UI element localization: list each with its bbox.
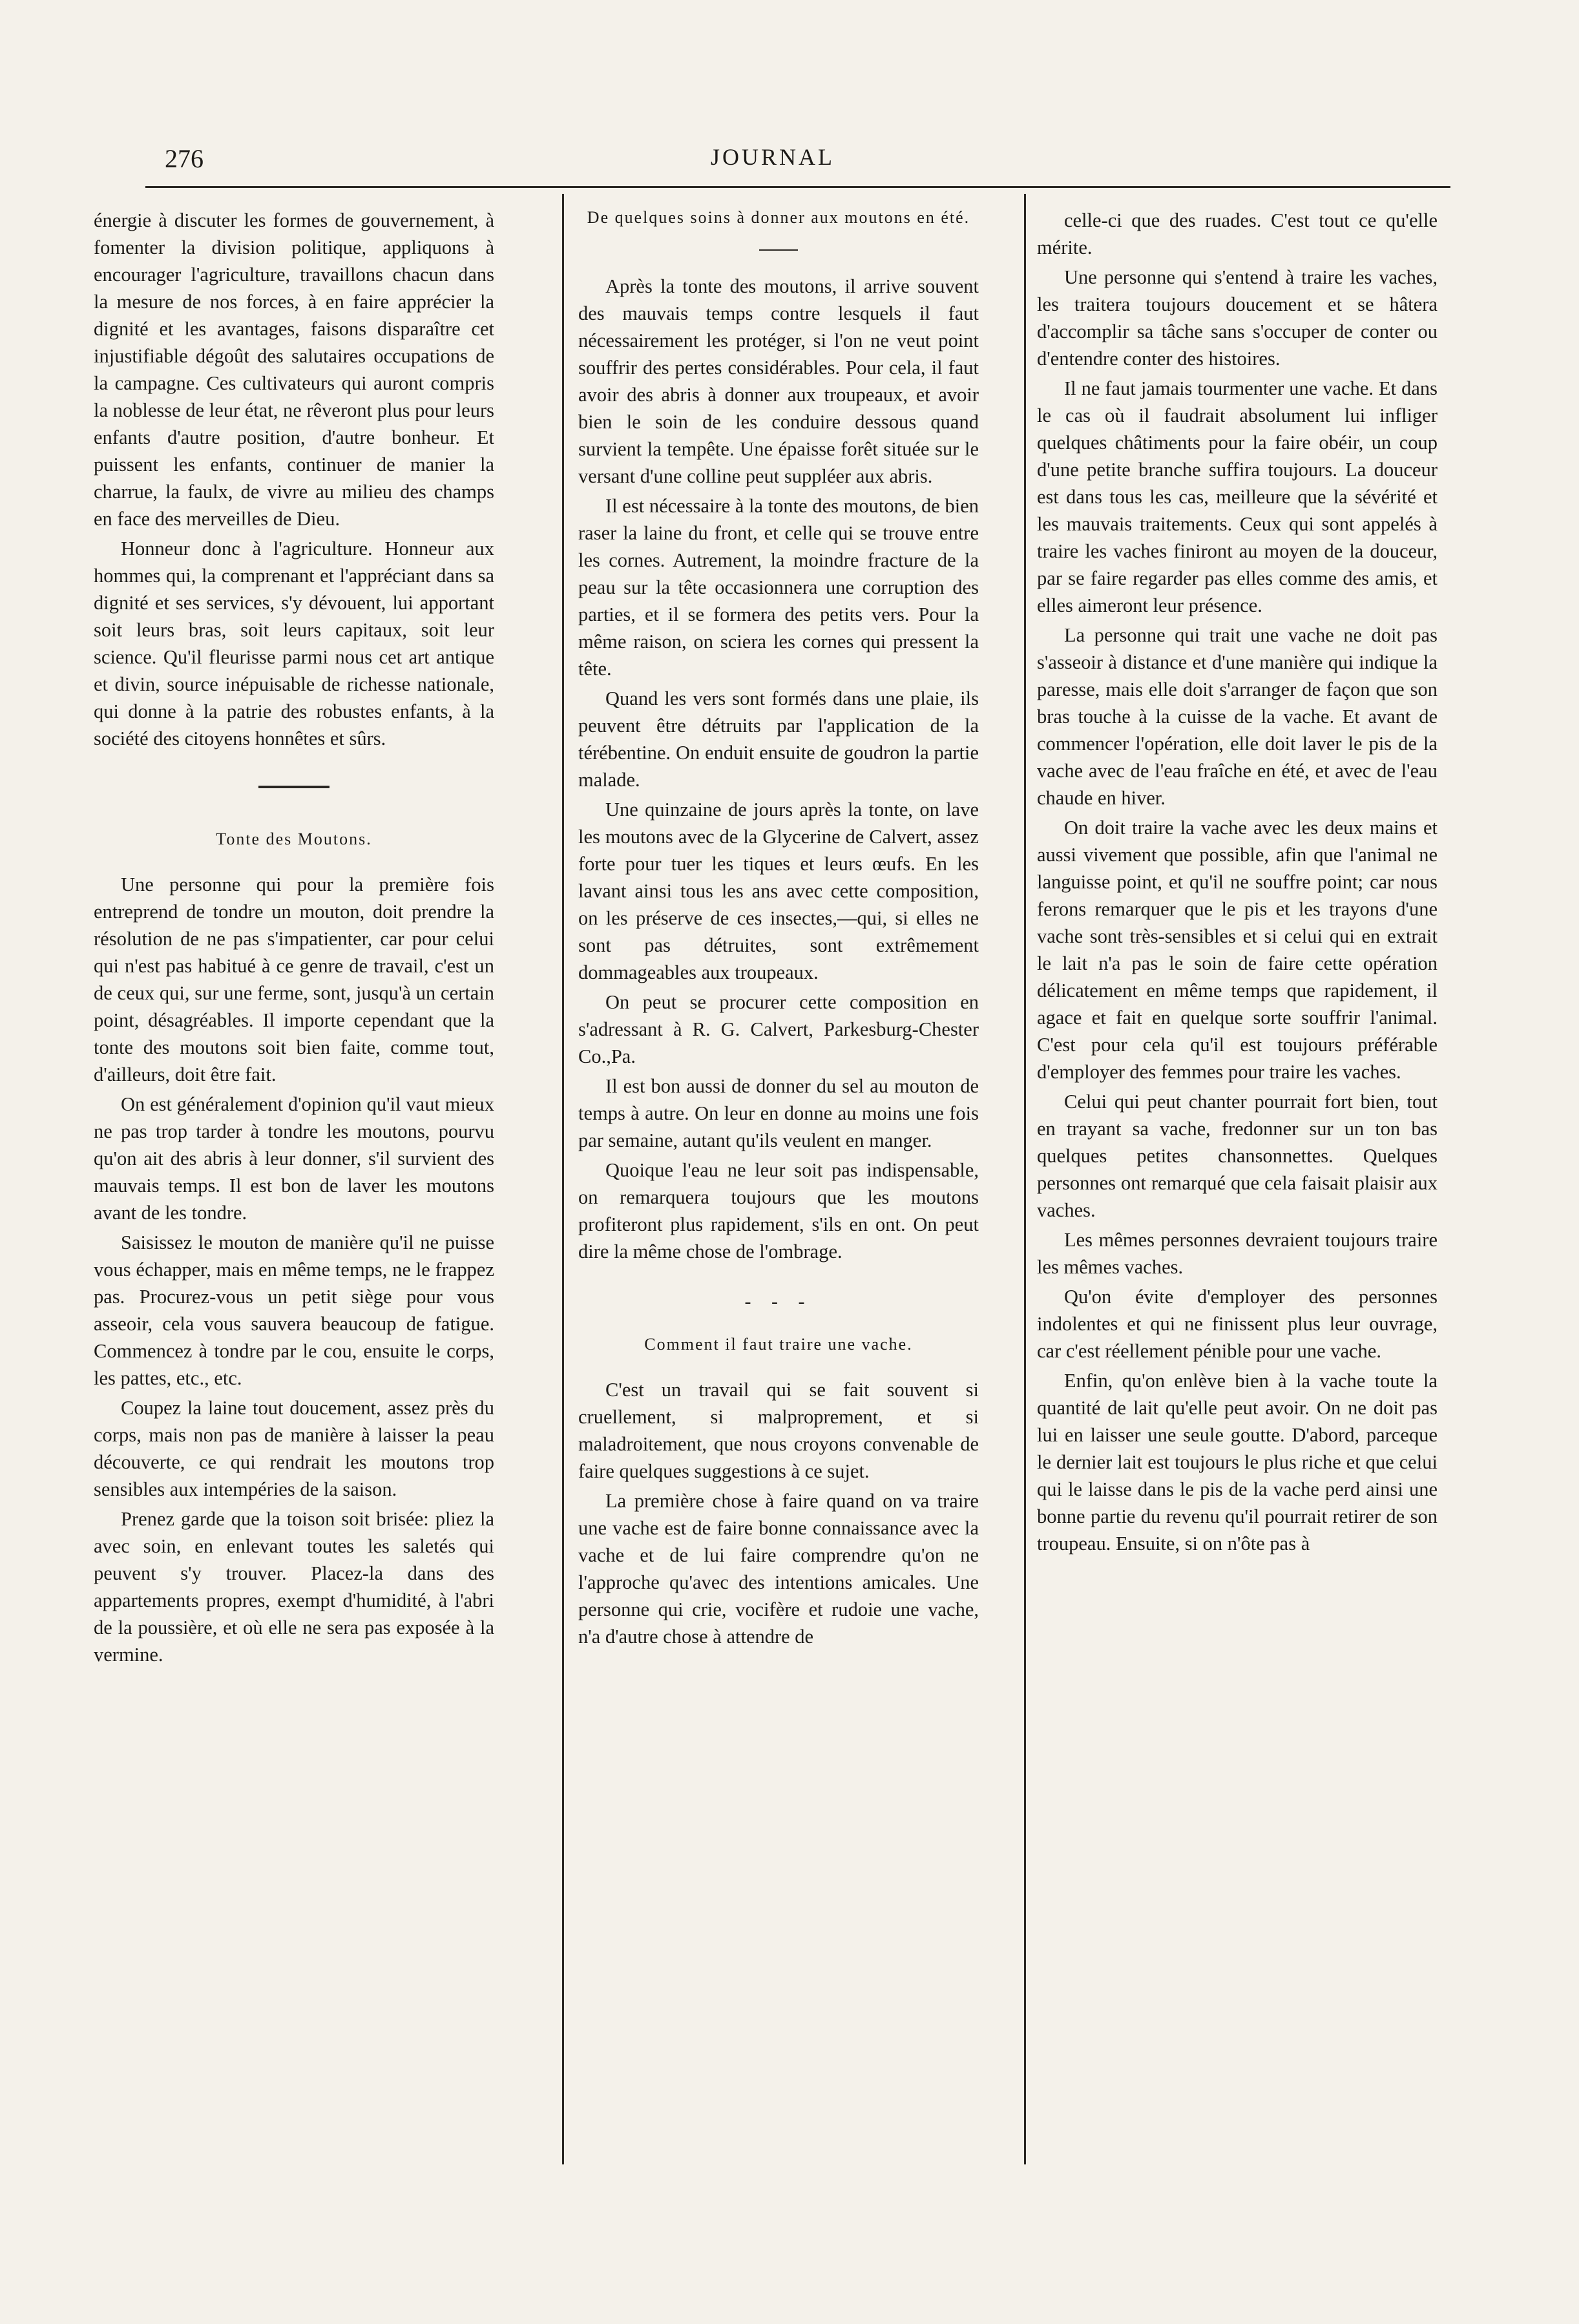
section-separator: [759, 249, 798, 251]
paragraph: Celui qui peut chanter pourrait fort bien, tout en trayant sa vache, fredonner sur un ton bas quelques petites chansonnettes. Quelques personnes ont remarqué que cela faisait plaisir aux vaches.: [1037, 1091, 1438, 1221]
page-number: 276: [165, 144, 204, 173]
paragraph: celle-ci que des ruades. C'est tout ce qu'elle mérite.: [1037, 209, 1438, 258]
paragraph: Enfin, qu'on enlève bien à la vache toute la quantité de lait qu'elle peut avoir. On ne doit pas lui en laisser une seule goutte. D'abord, parceque le dernier lait est toujours le plus riche et que celui qui le laisse dans le pis de la vache perd ainsi une bonne partie du revenu qu'il pourrait retirer de son troupeau. Ensuite, si on n'ôte pas à: [1037, 1370, 1438, 1555]
section-separator: - - -: [744, 1291, 813, 1312]
column-1: [94, 207, 494, 1668]
section-title: De quelques soins à donner aux moutons en été.: [587, 208, 970, 227]
paragraph: Prenez garde que la toison soit brisée: pliez la avec soin, en enlevant toutes les saletés qui peuvent s'y trouver. Placez-la dans des appartements propres, exempt d'humidité, à l'abri de la poussière, et où elle ne sera pas exposée à la vermine.: [94, 1508, 494, 1666]
paragraph: énergie à discuter les formes de gouvernement, à fomenter la division politique, appliquons à encourager l'agriculture, travaillons chacun dans la mesure de nos forces, à en faire apprécier la dignité et les avantages, faisons disparaître cet injustifiable dégoût des salutaires occupations de la campagne. Ces cultivateurs qui auront compris la noblesse de leur état, ne rêveront plus pour leurs enfants d'autre position, d'autre bonheur. Et puissent les enfants, continuer de manier la charrue, la faulx, de vivre au milieu des champs en face des merveilles de Dieu.: [94, 209, 494, 530]
section-separator: [258, 786, 329, 788]
paragraph: Après la tonte des moutons, il arrive souvent des mauvais temps contre lesquels il faut nécessairement les protéger, si l'on ne veut point souffrir des pertes considérables. Pour cela, il faut avoir des abris à donner aux troupeaux, et avoir bien le soin de les conduire dessous quand survient la tempête. Une épaisse forêt située sur le versant d'une colline peut suppléer aux abris.: [578, 275, 979, 487]
paragraph: Une personne qui s'entend à traire les vaches, les traitera toujours doucement et se hâtera d'accomplir sa tâche sans s'occuper de conter ou d'entendre conter des histoires.: [1037, 266, 1438, 370]
paragraph: La personne qui trait une vache ne doit pas s'asseoir à distance et d'une manière qui indique la paresse, mais elle doit s'arranger de façon que son bras touche à la cuisse de la vache. Et avant de commencer l'opération, elle doit laver le pis de la vache avec de l'eau fraîche en été, et avec de l'eau chaude en hiver.: [1037, 624, 1438, 809]
paragraph: Il est bon aussi de donner du sel au mouton de temps à autre. On leur en donne au moins une fois par semaine, autant qu'ils veulent en manger.: [578, 1075, 979, 1151]
column-2: [578, 207, 979, 1650]
paragraph: Qu'on évite d'employer des personnes indolentes et qui ne finissent plus leur ouvrage, car c'est réellement pénible pour une vache.: [1037, 1286, 1438, 1362]
section-title: Tonte des Moutons.: [216, 830, 372, 848]
paragraph: Coupez la laine tout doucement, assez près du corps, mais non pas de manière à laisser la peau découverte, ce qui rendrait les moutons trop sensibles aux intempéries de la saison.: [94, 1397, 494, 1500]
paragraph: C'est un travail qui se fait souvent si cruellement, si malproprement, et si maladroitement, que nous croyons convenable de faire quelques suggestions à ce sujet.: [578, 1379, 979, 1482]
column-divider: [562, 194, 564, 2164]
paragraph: Il est nécessaire à la tonte des moutons, de bien raser la laine du front, et celle qui se trouve entre les cornes. Autrement, la moindre fracture de la peau sur la tête occasionnera une corruption des parties, et il se formera des petits vers. Pour la même raison, on sciera les cornes qui pressent la tête.: [578, 495, 979, 680]
paragraph: On est généralement d'opinion qu'il vaut mieux ne pas trop tarder à tondre les moutons, pourvu qu'on ait des abris à leur donner, s'il survient des mauvais temps. Il est bon de laver les moutons avant de les tondre.: [94, 1093, 494, 1224]
column-3: [1037, 207, 1438, 1557]
column-divider: [1024, 194, 1026, 2164]
paragraph: La première chose à faire quand on va traire une vache est de faire bonne connaissance avec la vache et de lui faire comprendre qu'on ne l'approche qu'avec des intentions amicales. Une personne qui crie, vocifère et rudoie une vache, n'a d'autre chose à attendre de: [578, 1490, 979, 1648]
paragraph: Saisissez le mouton de manière qu'il ne puisse vous échapper, mais en même temps, ne le frappez pas. Procurez-vous un petit siège pour vous asseoir, cela vous sauvera beaucoup de fatigue. Commencez à tondre par le cou, ensuite le corps, les pattes, etc., etc.: [94, 1231, 494, 1389]
paragraph: Une quinzaine de jours après la tonte, on lave les moutons avec de la Glycerine de Calvert, assez forte pour tuer les tiques et leurs œufs. En les lavant ainsi tous les ans avec cette composition, on les préserve de ces insectes,—qui, si elles ne sont pas détruites, sont extrêmement dommageables aux troupeaux.: [578, 799, 979, 983]
paragraph: Honneur donc à l'agriculture. Honneur aux hommes qui, la comprenant et l'appréciant dans sa dignité et ses services, s'y dévouent, lui apportant soit leurs bras, soit leurs capitaux, soit leur science. Qu'il fleurisse parmi nous cet art antique et divin, source inépuisable de richesse nationale, qui donne à la patrie des robustes enfants, à la société des citoyens honnêtes et sûrs.: [94, 538, 494, 749]
paragraph: On doit traire la vache avec les deux mains et aussi vivement que possible, afin que l'animal ne languisse point, et qu'il ne souffre point; car nous ferons remarquer que le pis et les trayons d'une vache sont très-sensibles et si celui qui en extrait le lait n'a pas le soin de faire cette opération délicatement en même temps que rapidement, il agace et fait en quelque sorte souffrir l'animal. C'est pour cela qu'il est toujours préférable d'employer des femmes pour traire les vaches.: [1037, 817, 1438, 1083]
paragraph: Une personne qui pour la première fois entreprend de tondre un mouton, doit prendre la résolution de ne pas s'impatienter, car pour celui qui n'est pas habitué à ce genre de travail, c'est un de ceux qui, sur une ferme, sont, jusqu'à un certain point, désagréables. Il importe cependant que la tonte des moutons soit bien faite, comme tout, d'ailleurs, doit être fait.: [94, 874, 494, 1085]
section-title: Comment il faut traire une vache.: [644, 1335, 913, 1354]
paragraph: Il ne faut jamais tourmenter une vache. Et dans le cas où il faudrait absolument lui infliger quelques châtiments pour la faire obéir, un coup d'une petite branche suffira toujours. La douceur est dans tous les cas, meilleure que la sévérité et les mauvais traitements. Ceux qui sont appelés à traire les vaches finiront au moyen de la douceur, par se faire regarder pas elles comme des amis, et elles aimeront leur présence.: [1037, 377, 1438, 616]
paragraph: Quoique l'eau ne leur soit pas indispensable, on remarquera toujours que les moutons profiteront plus rapidement, s'ils en ont. On peut dire la même chose de l'ombrage.: [578, 1159, 979, 1262]
paragraph: On peut se procurer cette composition en s'adressant à R. G. Calvert, Parkesburg-Chester Co.,Pa.: [578, 991, 979, 1067]
paragraph: Quand les vers sont formés dans une plaie, ils peuvent être détruits par l'application de la térébentine. On enduit ensuite de goudron la partie malade.: [578, 687, 979, 791]
running-title: JOURNAL: [711, 144, 835, 170]
paragraph: Les mêmes personnes devraient toujours traire les mêmes vaches.: [1037, 1229, 1438, 1278]
header-rule: [145, 186, 1450, 188]
